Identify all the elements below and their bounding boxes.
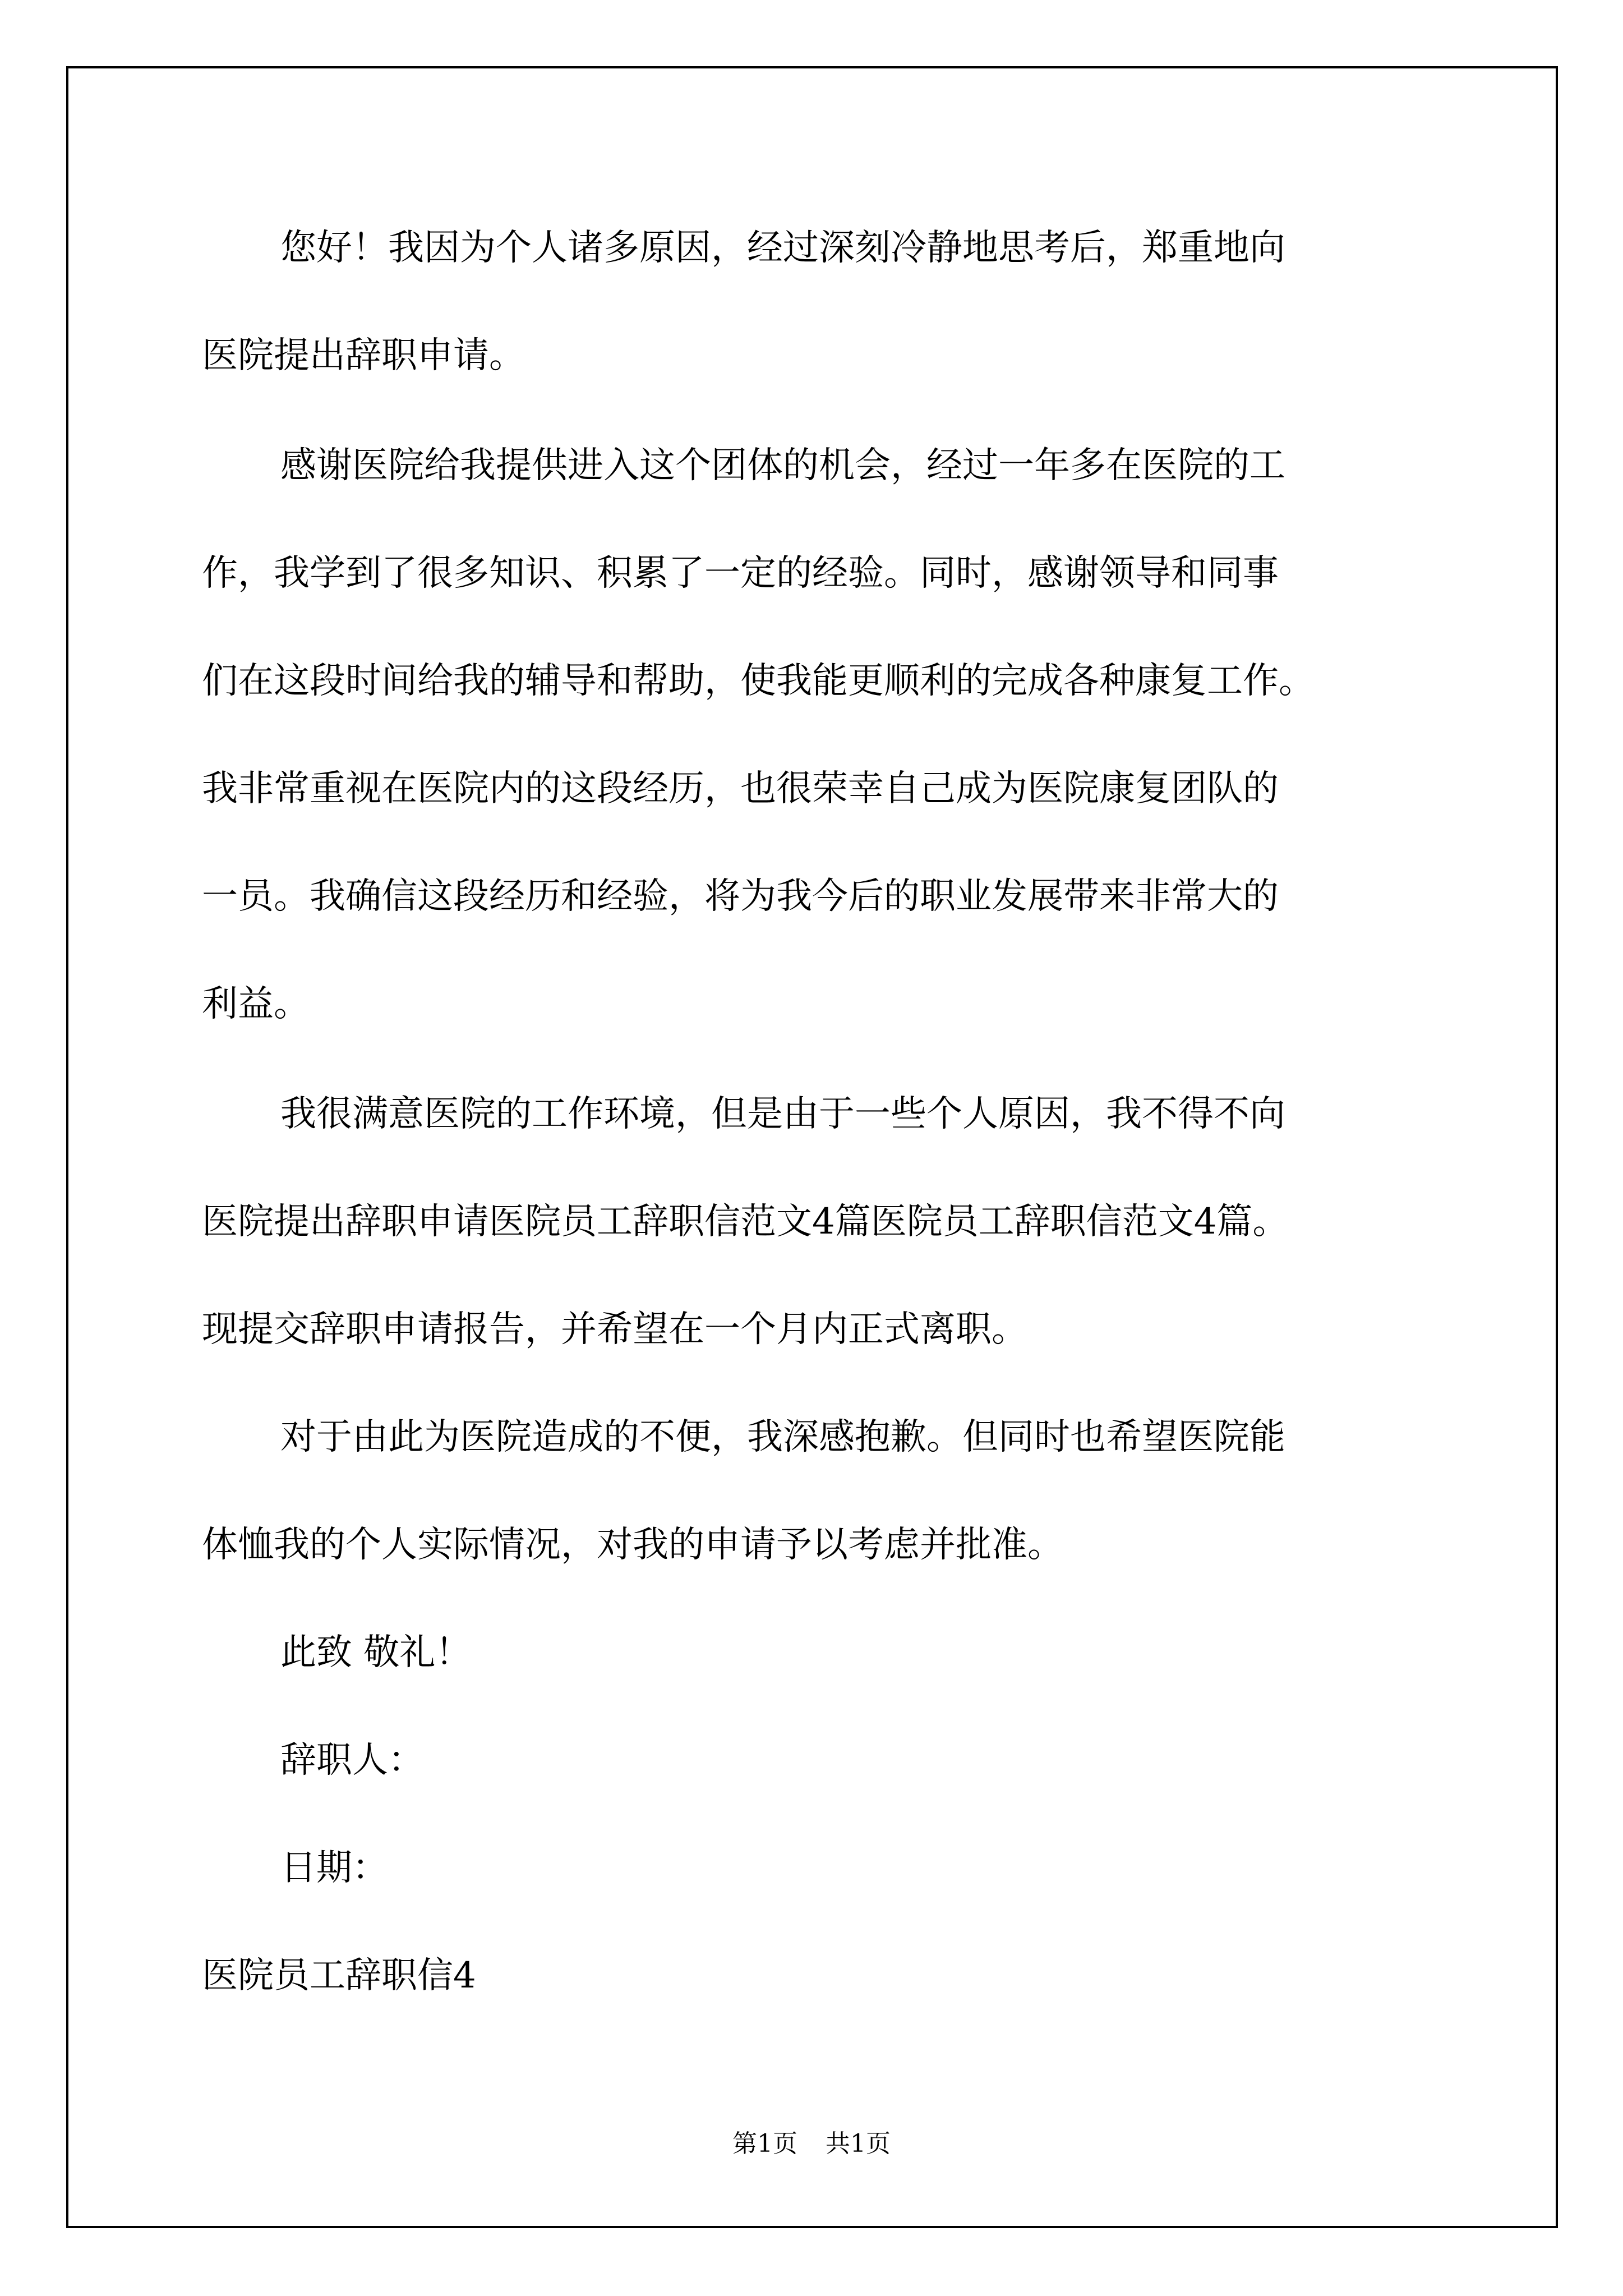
paragraph-1-line-1: 您好！我因为个人诸多原因，经过深刻冷静地思考后，郑重地向 — [280, 227, 1285, 269]
page-number-current: 第1页 — [732, 2129, 797, 2158]
paragraph-2-line-2: 作，我学到了很多知识、积累了一定的经验。同时，感谢领导和同事 — [202, 553, 1279, 594]
paragraph-2-line-6: 利益。 — [202, 983, 310, 1025]
page-border — [66, 66, 1558, 2228]
page-footer — [0, 2129, 1623, 2158]
paragraph-1-line-2: 医院提出辞职申请。 — [202, 335, 525, 376]
next-letter-heading: 医院员工辞职信4 — [202, 1955, 476, 1996]
paragraph-2-line-3: 们在这段时间给我的辅导和帮助，使我能更顺利的完成各种康复工作。 — [202, 660, 1315, 702]
paragraph-4-line-2: 体恤我的个人实际情况，对我的申请予以考虑并批准。 — [202, 1524, 1063, 1566]
paragraph-4-line-1: 对于由此为医院造成的不便，我深感抱歉。但同时也希望医院能 — [280, 1416, 1285, 1458]
paragraph-2-line-1: 感谢医院给我提供进入这个团体的机会，经过一年多在医院的工 — [280, 445, 1285, 486]
paragraph-3-line-2: 医院提出辞职申请医院员工辞职信范文4篇医院员工辞职信范文4篇。 — [202, 1201, 1289, 1243]
page-number-total: 共1页 — [826, 2129, 891, 2158]
paragraph-3-line-3: 现提交辞职申请报告，并希望在一个月内正式离职。 — [202, 1309, 1027, 1350]
closing-salutation: 此致 敬礼！ — [280, 1632, 472, 1673]
paragraph-2-line-4: 我非常重视在医院内的这段经历，也很荣幸自己成为医院康复团队的 — [202, 768, 1279, 809]
date-label: 日期： — [280, 1847, 388, 1889]
paragraph-3-line-1: 我很满意医院的工作环境，但是由于一些个人原因，我不得不向 — [280, 1093, 1285, 1135]
paragraph-2-line-5: 一员。我确信这段经历和经验，将为我今后的职业发展带来非常大的 — [202, 876, 1279, 917]
resigner-label: 辞职人： — [280, 1740, 424, 1781]
